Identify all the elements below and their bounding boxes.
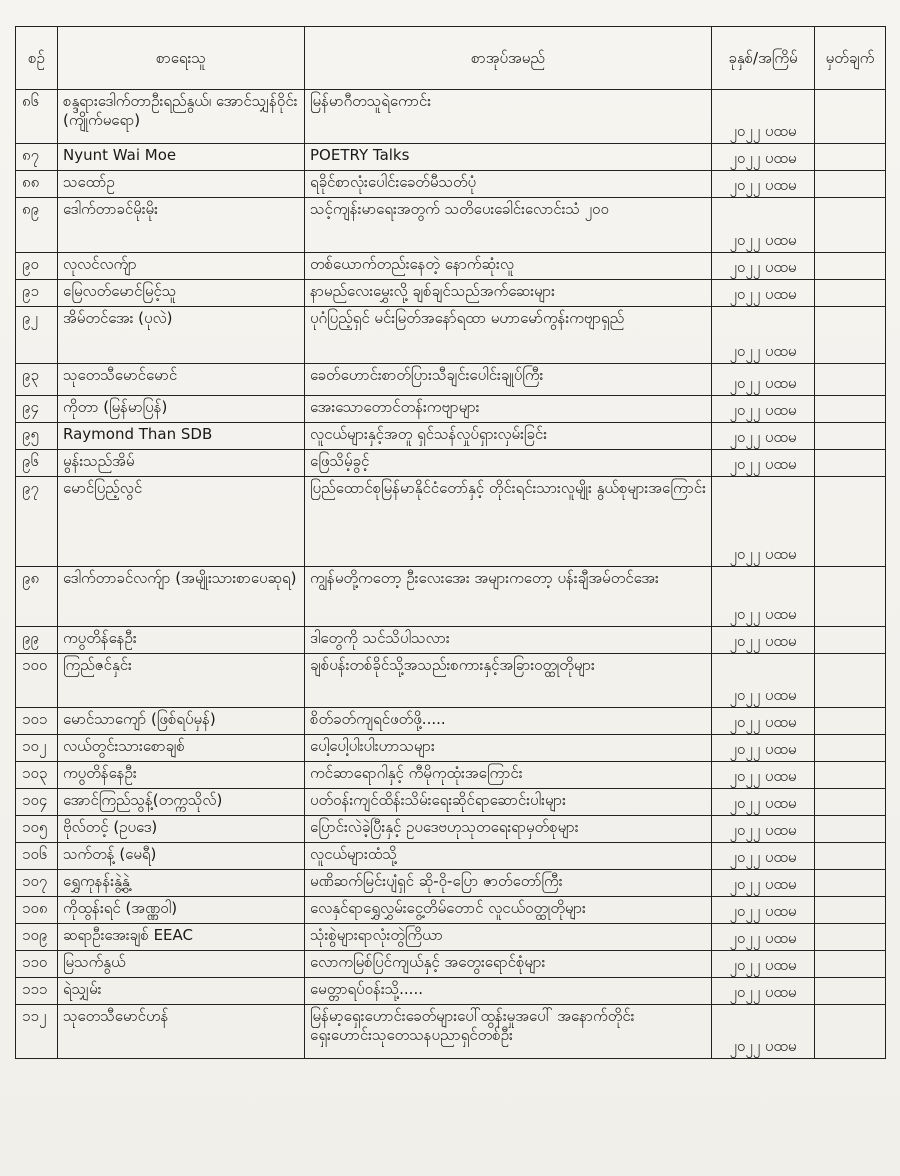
cell-remark <box>815 477 886 567</box>
cell-remark <box>815 708 886 735</box>
cell-title: မေတ္တာရပ်ဝန်းသို့..... <box>305 978 712 1005</box>
cell-remark <box>815 789 886 816</box>
cell-remark <box>815 654 886 708</box>
cell-author: အောင်ကြည်သွန့်(တက္ကသိုလ်) <box>58 789 305 816</box>
cell-year: ၂၀၂၂ ပထမ <box>712 870 815 897</box>
cell-year: ၂၀၂၂ ပထမ <box>712 951 815 978</box>
cell-no: ၁၀၁ <box>16 708 58 735</box>
cell-year: ၂၀၂၂ ပထမ <box>712 307 815 364</box>
cell-no: ၁၁၀ <box>16 951 58 978</box>
book-list-table <box>15 26 886 1059</box>
cell-no: ၁၀၂ <box>16 735 58 762</box>
table-row <box>16 654 886 708</box>
cell-year: ၂၀၂၂ ပထမ <box>712 364 815 396</box>
cell-author: မြေလတ်မောင်မြင့်သူ <box>58 280 305 307</box>
cell-title: POETRY Talks <box>305 144 712 171</box>
cell-author: Raymond Than SDB <box>58 423 305 450</box>
cell-remark <box>815 762 886 789</box>
cell-no: ၁၀၃ <box>16 762 58 789</box>
cell-author: ကြည်ဇင်နှင်း <box>58 654 305 708</box>
cell-title: သုံးစွဲများရာလုံးတွဲကြိယာ <box>305 924 712 951</box>
table-row <box>16 978 886 1005</box>
table-row <box>16 253 886 280</box>
cell-no: ၉၆ <box>16 450 58 477</box>
cell-title: ပြည်ထောင်စုမြန်မာနိုင်ငံတော်နှင့် တိုင်းရင်းသားလူမျိုး နွယ်စုများအကြောင်း <box>305 477 712 567</box>
table-row <box>16 897 886 924</box>
cell-year: ၂၀၂၂ ပထမ <box>712 280 815 307</box>
cell-no: ၉၈ <box>16 567 58 627</box>
cell-remark <box>815 816 886 843</box>
cell-no: ၉၇ <box>16 477 58 567</box>
cell-year: ၂၀၂၂ ပထမ <box>712 627 815 654</box>
cell-year: ၂၀၂၂ ပထမ <box>712 423 815 450</box>
cell-author: ဗိုလ်တင့် (ဥပဒေ) <box>58 816 305 843</box>
cell-remark <box>815 396 886 423</box>
cell-author: Nyunt Wai Moe <box>58 144 305 171</box>
cell-no: ၈၉ <box>16 198 58 253</box>
table-row <box>16 396 886 423</box>
cell-title: နာမည်လေးမွှေးလို့ ချစ်ချင်သည်အက်ဆေးများ <box>305 280 712 307</box>
cell-no: ၈၆ <box>16 90 58 144</box>
table-row <box>16 1005 886 1059</box>
cell-author: သုတေသီမောင်ဟန် <box>58 1005 305 1059</box>
table-row <box>16 423 886 450</box>
cell-no: ၈၇ <box>16 144 58 171</box>
table-row <box>16 307 886 364</box>
table-row <box>16 870 886 897</box>
cell-title: သင့်ကျန်းမာရေးအတွက် သတိပေးခေါင်းလောင်းသံ ၂၀၀ <box>305 198 712 253</box>
table-row <box>16 364 886 396</box>
cell-no: ၈၈ <box>16 171 58 198</box>
cell-title: ကျွန်မတို့ကတော့ ဦးလေးအေး အများကတော့ ပန်းချီအမ်တင်အေး <box>305 567 712 627</box>
cell-remark <box>815 423 886 450</box>
cell-author: မောင်သာကျော် (ဖြစ်ရပ်မှန်) <box>58 708 305 735</box>
cell-no: ၁၀၉ <box>16 924 58 951</box>
cell-year: ၂၀၂၂ ပထမ <box>712 978 815 1005</box>
cell-title: ဒါတွေကို သင်သိပါသလား <box>305 627 712 654</box>
cell-remark <box>815 253 886 280</box>
header-title: စာအုပ်အမည် <box>305 27 712 90</box>
cell-no: ၉၂ <box>16 307 58 364</box>
cell-author: မြသက်နွယ် <box>58 951 305 978</box>
cell-year: ၂၀၂၂ ပထမ <box>712 708 815 735</box>
cell-year: ၂၀၂၂ ပထမ <box>712 477 815 567</box>
cell-remark <box>815 280 886 307</box>
cell-year: ၂၀၂၂ ပထမ <box>712 654 815 708</box>
cell-author: ဆရာဦးအေးချစ် EEAC <box>58 924 305 951</box>
cell-remark <box>815 735 886 762</box>
cell-remark <box>815 978 886 1005</box>
cell-remark <box>815 144 886 171</box>
table-row <box>16 477 886 567</box>
cell-no: ၁၁၂ <box>16 1005 58 1059</box>
table-row <box>16 567 886 627</box>
cell-title: ပေါ့ပေါ့ပါးပါးဟာသများ <box>305 735 712 762</box>
cell-remark <box>815 450 886 477</box>
cell-year: ၂၀၂၂ ပထမ <box>712 924 815 951</box>
cell-author: ကပွတိန်နေဦး <box>58 627 305 654</box>
cell-author: ကပွတိန်နေဦး <box>58 762 305 789</box>
cell-year: ၂၀၂၂ ပထမ <box>712 762 815 789</box>
table-row <box>16 762 886 789</box>
cell-title: မြန်မာ့ရှေးဟောင်းခေတ်များပေါ်ထွန်းမှုအပေါ် အနောက်တိုင်း ရှေးဟောင်းသုတေသနပညာရှင်တစ်ဦး <box>305 1005 712 1059</box>
cell-author: မောင်ပြည့်လွင် <box>58 477 305 567</box>
table-row <box>16 708 886 735</box>
cell-title: ချစ်ပန်းတစ်ခိုင်သို့အသည်းစကားနှင့်အခြားဝတ္ထုတိုများ <box>305 654 712 708</box>
cell-title: တစ်ယောက်တည်းနေတဲ့ နောက်ဆုံးလူ <box>305 253 712 280</box>
cell-no: ၉၉ <box>16 627 58 654</box>
cell-no: ၁၀၅ <box>16 816 58 843</box>
header-no: စဉ် <box>16 27 58 90</box>
cell-year: ၂၀၂၂ ပထမ <box>712 450 815 477</box>
cell-author: သထော်ဥ <box>58 171 305 198</box>
cell-title: ကင်ဆာရောဂါနှင့် ကီမိုကုထုံးအကြောင်း <box>305 762 712 789</box>
table-row <box>16 816 886 843</box>
cell-author: ကိုထွန်းရင် (အဏ္ဏဝါ) <box>58 897 305 924</box>
cell-author: ကိုတာ (မြန်မာပြန်) <box>58 396 305 423</box>
cell-no: ၉၄ <box>16 396 58 423</box>
cell-no: ၁၀၀ <box>16 654 58 708</box>
cell-year: ၂၀၂၂ ပထမ <box>712 816 815 843</box>
cell-remark <box>815 627 886 654</box>
cell-author: ရဲသျှမ်း <box>58 978 305 1005</box>
table-row <box>16 951 886 978</box>
cell-year: ၂၀၂၂ ပထမ <box>712 253 815 280</box>
table-row <box>16 627 886 654</box>
cell-year: ၂၀၂၂ ပထမ <box>712 171 815 198</box>
cell-year: ၂၀၂၂ ပထမ <box>712 789 815 816</box>
cell-remark <box>815 171 886 198</box>
cell-title: လူငယ်များနှင့်အတူ ရှင်သန်လှုပ်ရှားလှမ်းခြင်း <box>305 423 712 450</box>
cell-title: ပုဂံပြည့်ရှင် မင်းမြတ်အနော်ရထာ မဟာမော်ကွန်းကဗျာရှည် <box>305 307 712 364</box>
cell-remark <box>815 90 886 144</box>
cell-author: သက်တန့် (မေရီ) <box>58 843 305 870</box>
table-body <box>16 90 886 1059</box>
cell-author: လယ်တွင်းသားစောချစ် <box>58 735 305 762</box>
header-remark: မှတ်ချက် <box>815 27 886 90</box>
cell-year: ၂၀၂၂ ပထမ <box>712 843 815 870</box>
cell-year: ၂၀၂၂ ပထမ <box>712 198 815 253</box>
table-row <box>16 198 886 253</box>
cell-no: ၉၅ <box>16 423 58 450</box>
table-row <box>16 144 886 171</box>
cell-year: ၂၀၂၂ ပထမ <box>712 144 815 171</box>
cell-year: ၂၀၂၂ ပထမ <box>712 90 815 144</box>
cell-remark <box>815 924 886 951</box>
table-row <box>16 735 886 762</box>
cell-title: ပြောင်းလဲခဲ့ပြီးနှင့် ဥပဒေဗဟုသုတရေးရာမှတ်စုများ <box>305 816 712 843</box>
cell-year: ၂၀၂၂ ပထမ <box>712 735 815 762</box>
cell-remark <box>815 1005 886 1059</box>
header-author: စာရေးသူ <box>58 27 305 90</box>
cell-remark <box>815 843 886 870</box>
cell-title: အေးသောတောင်တန်းကဗျာများ <box>305 396 712 423</box>
cell-author: မွန်းသည်အိမ် <box>58 450 305 477</box>
cell-no: ၉၃ <box>16 364 58 396</box>
cell-remark <box>815 951 886 978</box>
table-row <box>16 90 886 144</box>
cell-remark <box>815 364 886 396</box>
cell-title: ပတ်ဝန်းကျင်ထိန်းသိမ်းရေးဆိုင်ရာဆောင်းပါးများ <box>305 789 712 816</box>
cell-author: အိမ်တင်အေး (ပုလဲ) <box>58 307 305 364</box>
cell-title: လောကမြစ်ပြင်ကျယ်နှင့် အတွေးရောင်စုံများ <box>305 951 712 978</box>
cell-title: လူငယ်များထံသို့ <box>305 843 712 870</box>
cell-no: ၁၀၈ <box>16 897 58 924</box>
cell-year: ၂၀၂၂ ပထမ <box>712 897 815 924</box>
cell-no: ၉၀ <box>16 253 58 280</box>
cell-author: ရွှေကုနန်းနွဲ့နွဲ့ <box>58 870 305 897</box>
cell-title: စိတ်ခတ်ကျရင်ဖတ်ဖို့..... <box>305 708 712 735</box>
cell-author: သုတေသီမောင်မောင် <box>58 364 305 396</box>
cell-remark <box>815 567 886 627</box>
cell-no: ၁၁၁ <box>16 978 58 1005</box>
table-row <box>16 924 886 951</box>
cell-author: ဒေါက်တာခင်လက်ျာ (အမျိုးသားစာပေဆုရ) <box>58 567 305 627</box>
cell-title: ဖြေသိမ့်ခွင့် <box>305 450 712 477</box>
cell-title: ခေတ်ဟောင်းစာတ်ပြားသီချင်းပေါင်းချုပ်ကြီး <box>305 364 712 396</box>
cell-title: မြန်မာဂီတသူရဲကောင်း <box>305 90 712 144</box>
cell-title: မဏိဆက်မြင်းပျံရှင် ဆို-ဝို-ပြော ဇာတ်တော်ကြီး <box>305 870 712 897</box>
cell-remark <box>815 198 886 253</box>
table-row <box>16 450 886 477</box>
table-header-row <box>16 27 886 90</box>
table-row <box>16 171 886 198</box>
cell-author: လုလင်လက်ျာ <box>58 253 305 280</box>
header-year: ခုနှစ်/အကြိမ် <box>712 27 815 90</box>
cell-no: ၁၀၄ <box>16 789 58 816</box>
table-row <box>16 843 886 870</box>
cell-title: ရခိုင်စာလုံးပေါင်းခေတ်မီသတ်ပုံ <box>305 171 712 198</box>
cell-no: ၉၁ <box>16 280 58 307</box>
cell-no: ၁၀၇ <box>16 870 58 897</box>
cell-title: လေနှင်ရာရွှေလွှမ်းငွေ့တိမ်တောင် လူငယ်ဝတ္ထုတိုများ <box>305 897 712 924</box>
cell-remark <box>815 307 886 364</box>
cell-remark <box>815 870 886 897</box>
cell-remark <box>815 897 886 924</box>
table-row <box>16 789 886 816</box>
cell-year: ၂၀၂၂ ပထမ <box>712 567 815 627</box>
table-row <box>16 280 886 307</box>
cell-year: ၂၀၂၂ ပထမ <box>712 396 815 423</box>
cell-year: ၂၀၂၂ ပထမ <box>712 1005 815 1059</box>
cell-no: ၁၀၆ <box>16 843 58 870</box>
cell-author: စန္ဒရားဒေါက်တာဦးရည်နွယ်၊ အောင်သျှန်ဝိုင်း (ကျိုက်မရော) <box>58 90 305 144</box>
cell-author: ဒေါက်တာခင်မိုးမိုး <box>58 198 305 253</box>
